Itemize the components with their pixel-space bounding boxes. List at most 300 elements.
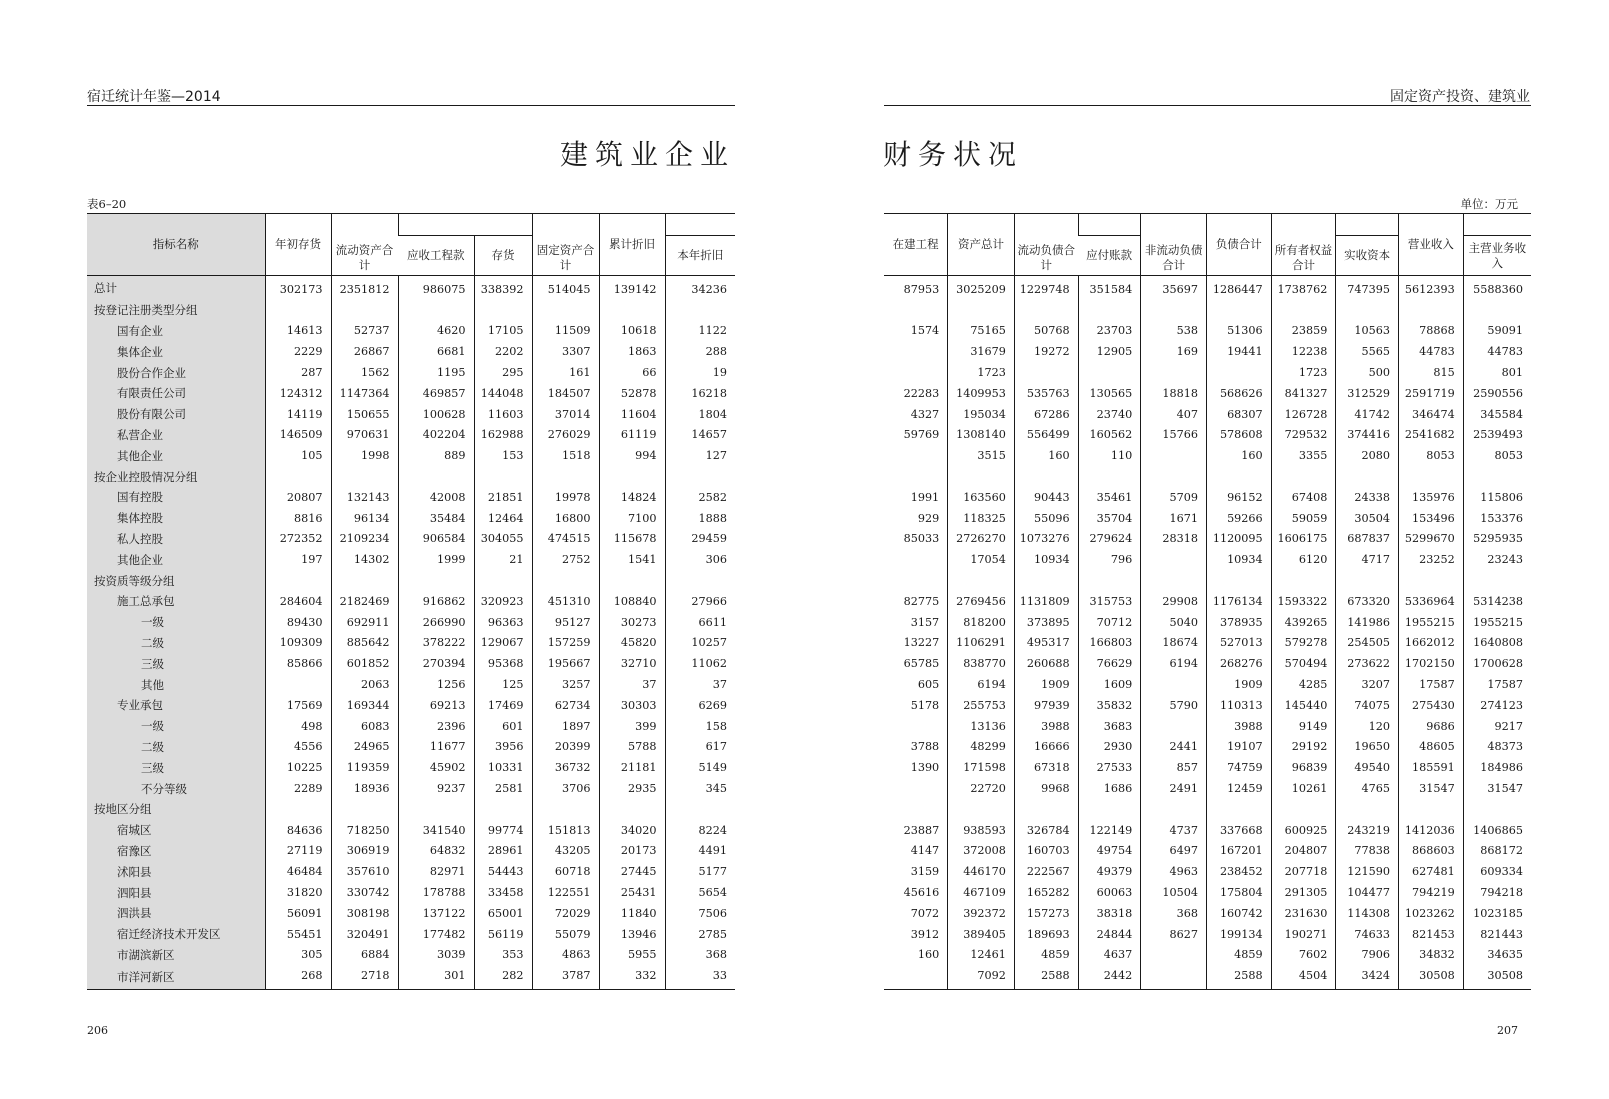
table-cell: 495317 bbox=[1014, 633, 1078, 654]
table-row bbox=[87, 549, 735, 570]
table-row bbox=[87, 778, 735, 799]
table-cell bbox=[1399, 799, 1464, 820]
row-label: 按登记注册类型分组 bbox=[87, 300, 265, 321]
col-header-owners-equity: 所有者权益合计 bbox=[1271, 214, 1336, 276]
table-cell: 11677 bbox=[398, 737, 474, 758]
table-row bbox=[87, 841, 735, 862]
table-row bbox=[884, 945, 1531, 966]
table-row bbox=[87, 945, 735, 966]
table-cell: 33 bbox=[665, 965, 735, 989]
table-cell: 801 bbox=[1463, 362, 1531, 383]
table-cell: 28961 bbox=[474, 841, 532, 862]
table-cell: 446170 bbox=[948, 861, 1015, 882]
table-cell: 274123 bbox=[1463, 695, 1531, 716]
page-number-left: 206 bbox=[87, 1024, 108, 1037]
table-cell: 65785 bbox=[903, 657, 940, 671]
table-cell: 538 bbox=[1141, 321, 1207, 342]
table-cell: 2581 bbox=[474, 778, 532, 799]
table-cell: 5790 bbox=[1141, 695, 1207, 716]
table-row bbox=[884, 404, 1531, 425]
table-cell: 30273 bbox=[599, 612, 665, 633]
table-row bbox=[884, 300, 1531, 321]
table-cell: 14657 bbox=[665, 425, 735, 446]
table-cell bbox=[884, 778, 948, 799]
table-cell bbox=[1463, 300, 1531, 321]
table-cell bbox=[1141, 300, 1207, 321]
table-cell bbox=[884, 362, 948, 383]
table-cell: 7100 bbox=[599, 508, 665, 529]
table-cell: 8053 bbox=[1399, 445, 1464, 466]
table-cell: 1955215 bbox=[1463, 612, 1531, 633]
row-label: 二级 bbox=[87, 737, 265, 758]
row-label: 宿豫区 bbox=[87, 841, 265, 862]
table-cell: 7906 bbox=[1336, 945, 1399, 966]
table-cell: 273622 bbox=[1336, 653, 1399, 674]
table-cell: 374416 bbox=[1336, 425, 1399, 446]
table-cell: 3355 bbox=[1271, 445, 1336, 466]
table-cell: 9149 bbox=[1271, 716, 1336, 737]
table-cell: 1390 bbox=[910, 761, 940, 775]
table-cell: 1702150 bbox=[1399, 653, 1464, 674]
table-cell bbox=[948, 799, 1015, 820]
row-label: 市洋河新区 bbox=[87, 965, 265, 989]
table-row bbox=[87, 341, 735, 362]
table-cell: 1998 bbox=[331, 445, 398, 466]
table-cell bbox=[532, 799, 599, 820]
table-row bbox=[884, 861, 1531, 882]
table-row bbox=[87, 487, 735, 508]
table-cell: 288 bbox=[665, 341, 735, 362]
table-cell: 351584 bbox=[1078, 276, 1141, 300]
table-cell: 601 bbox=[474, 716, 532, 737]
col-header-accumulated-depreciation: 累计折旧 bbox=[599, 214, 665, 276]
table-cell: 100628 bbox=[398, 404, 474, 425]
table-row bbox=[884, 903, 1531, 924]
table-cell: 368 bbox=[1141, 903, 1207, 924]
table-cell: 37 bbox=[665, 674, 735, 695]
table-cell bbox=[474, 570, 532, 591]
table-cell: 838770 bbox=[948, 653, 1015, 674]
table-cell: 166803 bbox=[1078, 633, 1141, 654]
table-cell bbox=[1271, 466, 1336, 487]
table-cell: 794218 bbox=[1463, 882, 1531, 903]
row-label: 泗阳县 bbox=[87, 882, 265, 903]
row-label: 国有控股 bbox=[87, 487, 265, 508]
table-cell: 177482 bbox=[398, 924, 474, 945]
table-cell: 90443 bbox=[1014, 487, 1078, 508]
table-cell bbox=[1336, 300, 1399, 321]
table-cell bbox=[599, 570, 665, 591]
table-cell: 11840 bbox=[599, 903, 665, 924]
table-cell: 67286 bbox=[1014, 404, 1078, 425]
table-cell bbox=[474, 300, 532, 321]
table-cell: 2182469 bbox=[331, 591, 398, 612]
table-cell: 6269 bbox=[665, 695, 735, 716]
table-cell: 330742 bbox=[331, 882, 398, 903]
row-label: 宿迁经济技术开发区 bbox=[87, 924, 265, 945]
table-cell: 10331 bbox=[474, 757, 532, 778]
table-cell bbox=[331, 466, 398, 487]
table-cell: 5314238 bbox=[1463, 591, 1531, 612]
table-cell: 1023262 bbox=[1399, 903, 1464, 924]
table-cell: 23252 bbox=[1399, 549, 1464, 570]
table-row bbox=[884, 757, 1531, 778]
table-cell: 5149 bbox=[665, 757, 735, 778]
table-cell bbox=[1336, 466, 1399, 487]
table-cell: 345584 bbox=[1463, 404, 1531, 425]
table-cell: 1686 bbox=[1078, 778, 1141, 799]
table-cell: 868172 bbox=[1463, 841, 1531, 862]
table-cell: 35461 bbox=[1078, 487, 1141, 508]
table-cell: 5040 bbox=[1141, 612, 1207, 633]
table-cell: 4765 bbox=[1336, 778, 1399, 799]
table-cell: 64832 bbox=[398, 841, 474, 862]
table-cell bbox=[1271, 300, 1336, 321]
table-row bbox=[87, 591, 735, 612]
table-row bbox=[884, 633, 1531, 654]
table-cell: 110313 bbox=[1206, 695, 1271, 716]
table-cell: 167201 bbox=[1206, 841, 1271, 862]
table-cell: 1700628 bbox=[1463, 653, 1531, 674]
table-cell: 1991 bbox=[910, 490, 940, 504]
table-row bbox=[87, 362, 735, 383]
table-cell: 4859 bbox=[1206, 945, 1271, 966]
table-cell: 27119 bbox=[265, 841, 331, 862]
table-cell bbox=[1399, 570, 1464, 591]
table-cell: 2396 bbox=[398, 716, 474, 737]
table-row bbox=[884, 778, 1531, 799]
table-cell: 125 bbox=[474, 674, 532, 695]
table-cell: 8816 bbox=[265, 508, 331, 529]
table-cell: 601852 bbox=[331, 653, 398, 674]
table-cell: 135976 bbox=[1399, 487, 1464, 508]
table-cell bbox=[1014, 570, 1078, 591]
table-cell: 115678 bbox=[599, 529, 665, 550]
table-cell: 30303 bbox=[599, 695, 665, 716]
table-cell: 16666 bbox=[1014, 737, 1078, 758]
table-cell: 22283 bbox=[903, 386, 940, 400]
table-cell: 282 bbox=[474, 965, 532, 989]
table-cell: 121590 bbox=[1336, 861, 1399, 882]
table-cell bbox=[1014, 300, 1078, 321]
table-cell: 5295935 bbox=[1463, 529, 1531, 550]
table-cell: 535763 bbox=[1014, 383, 1078, 404]
table-cell: 49379 bbox=[1078, 861, 1141, 882]
table-cell: 24965 bbox=[331, 737, 398, 758]
table-cell bbox=[1206, 799, 1271, 820]
table-cell: 315753 bbox=[1078, 591, 1141, 612]
table-cell bbox=[1141, 549, 1207, 570]
table-cell: 195034 bbox=[948, 404, 1015, 425]
finance-table-right bbox=[884, 213, 1531, 990]
table-cell: 38318 bbox=[1078, 903, 1141, 924]
table-cell: 50768 bbox=[1014, 321, 1078, 342]
table-cell: 141986 bbox=[1336, 612, 1399, 633]
row-label: 其他企业 bbox=[87, 549, 265, 570]
table-cell: 29908 bbox=[1141, 591, 1207, 612]
table-row bbox=[87, 861, 735, 882]
table-cell: 10934 bbox=[1014, 549, 1078, 570]
table-cell: 718250 bbox=[331, 820, 398, 841]
table-cell: 96363 bbox=[474, 612, 532, 633]
table-cell: 77838 bbox=[1336, 841, 1399, 862]
table-cell: 796 bbox=[1078, 549, 1141, 570]
table-cell: 1131809 bbox=[1014, 591, 1078, 612]
table-cell: 41742 bbox=[1336, 404, 1399, 425]
table-cell: 49754 bbox=[1078, 841, 1141, 862]
table-cell bbox=[1206, 466, 1271, 487]
table-cell: 127 bbox=[665, 445, 735, 466]
table-cell bbox=[948, 570, 1015, 591]
table-cell: 16218 bbox=[665, 383, 735, 404]
table-cell bbox=[884, 445, 948, 466]
table-row bbox=[884, 882, 1531, 903]
table-cell: 21851 bbox=[474, 487, 532, 508]
table-cell: 30504 bbox=[1336, 508, 1399, 529]
table-cell: 157273 bbox=[1014, 903, 1078, 924]
table-cell: 1671 bbox=[1141, 508, 1207, 529]
table-cell: 2080 bbox=[1336, 445, 1399, 466]
table-cell: 44783 bbox=[1399, 341, 1464, 362]
table-cell: 304055 bbox=[474, 529, 532, 550]
table-cell: 96134 bbox=[331, 508, 398, 529]
table-cell: 207718 bbox=[1271, 861, 1336, 882]
table-row bbox=[884, 737, 1531, 758]
table-cell: 67318 bbox=[1014, 757, 1078, 778]
table-cell: 23859 bbox=[1271, 321, 1336, 342]
table-cell: 341540 bbox=[398, 820, 474, 841]
table-cell bbox=[1078, 300, 1141, 321]
table-cell: 6194 bbox=[1141, 653, 1207, 674]
table-cell: 75165 bbox=[948, 321, 1015, 342]
row-label: 有限责任公司 bbox=[87, 383, 265, 404]
table-cell: 687837 bbox=[1336, 529, 1399, 550]
table-cell: 97939 bbox=[1014, 695, 1078, 716]
table-row bbox=[87, 882, 735, 903]
table-cell: 14613 bbox=[265, 321, 331, 342]
main-title-right: 财务状况 bbox=[883, 138, 1024, 171]
table-cell: 160 bbox=[917, 948, 940, 962]
table-cell: 1147364 bbox=[331, 383, 398, 404]
table-cell: 818200 bbox=[948, 612, 1015, 633]
table-cell: 96839 bbox=[1271, 757, 1336, 778]
table-cell: 59059 bbox=[1271, 508, 1336, 529]
table-cell: 60718 bbox=[532, 861, 599, 882]
table-cell bbox=[532, 466, 599, 487]
table-row bbox=[87, 674, 735, 695]
table-cell: 402204 bbox=[398, 425, 474, 446]
table-cell: 326784 bbox=[1014, 820, 1078, 841]
table-cell: 1308140 bbox=[948, 425, 1015, 446]
table-cell: 301 bbox=[398, 965, 474, 989]
table-cell: 27966 bbox=[665, 591, 735, 612]
table-cell: 389405 bbox=[948, 924, 1015, 945]
col-header-receivables: 应收工程款 bbox=[407, 248, 465, 262]
table-row bbox=[87, 757, 735, 778]
table-cell: 1176134 bbox=[1206, 591, 1271, 612]
table-cell: 95127 bbox=[532, 612, 599, 633]
table-cell: 5336964 bbox=[1399, 591, 1464, 612]
table-cell bbox=[1078, 799, 1141, 820]
table-cell: 857 bbox=[1141, 757, 1207, 778]
table-cell: 556499 bbox=[1014, 425, 1078, 446]
table-row bbox=[884, 529, 1531, 550]
table-cell: 469857 bbox=[398, 383, 474, 404]
table-cell: 105 bbox=[265, 445, 331, 466]
table-cell: 222567 bbox=[1014, 861, 1078, 882]
table-cell: 29192 bbox=[1271, 737, 1336, 758]
row-label: 按资质等级分组 bbox=[87, 570, 265, 591]
table-cell: 11604 bbox=[599, 404, 665, 425]
table-cell: 99774 bbox=[474, 820, 532, 841]
table-cell: 1640808 bbox=[1463, 633, 1531, 654]
table-cell bbox=[1206, 300, 1271, 321]
table-row bbox=[884, 591, 1531, 612]
table-cell: 10261 bbox=[1271, 778, 1336, 799]
row-label: 股份有限公司 bbox=[87, 404, 265, 425]
table-cell bbox=[884, 466, 948, 487]
table-cell: 74759 bbox=[1206, 757, 1271, 778]
table-cell: 353 bbox=[474, 945, 532, 966]
table-cell: 2591719 bbox=[1399, 383, 1464, 404]
table-cell: 3515 bbox=[948, 445, 1015, 466]
table-cell bbox=[532, 300, 599, 321]
table-cell: 67408 bbox=[1271, 487, 1336, 508]
table-cell bbox=[331, 570, 398, 591]
table-cell: 51306 bbox=[1206, 321, 1271, 342]
table-cell: 4327 bbox=[910, 407, 940, 421]
table-row bbox=[884, 570, 1531, 591]
table-cell: 4737 bbox=[1141, 820, 1207, 841]
table-cell: 243219 bbox=[1336, 820, 1399, 841]
col-header-opening-inventory: 年初存货 bbox=[265, 214, 331, 276]
table-cell: 108840 bbox=[599, 591, 665, 612]
table-cell bbox=[1206, 362, 1271, 383]
table-cell: 7092 bbox=[948, 965, 1015, 989]
row-label: 总计 bbox=[87, 276, 265, 300]
table-cell: 5565 bbox=[1336, 341, 1399, 362]
table-cell: 184986 bbox=[1463, 757, 1531, 778]
table-cell: 13136 bbox=[948, 716, 1015, 737]
table-cell: 5955 bbox=[599, 945, 665, 966]
table-cell: 276029 bbox=[532, 425, 599, 446]
table-cell: 56091 bbox=[265, 903, 331, 924]
table-cell: 70712 bbox=[1078, 612, 1141, 633]
table-cell: 500 bbox=[1336, 362, 1399, 383]
table-cell: 692911 bbox=[331, 612, 398, 633]
table-cell bbox=[398, 466, 474, 487]
table-cell bbox=[1141, 570, 1207, 591]
table-cell bbox=[1271, 570, 1336, 591]
table-row bbox=[884, 695, 1531, 716]
table-cell: 62734 bbox=[532, 695, 599, 716]
table-cell: 82775 bbox=[903, 594, 940, 608]
table-cell: 118325 bbox=[948, 508, 1015, 529]
table-cell bbox=[665, 570, 735, 591]
table-cell: 9968 bbox=[1014, 778, 1078, 799]
table-cell bbox=[474, 799, 532, 820]
table-cell bbox=[1399, 466, 1464, 487]
table-cell: 18674 bbox=[1141, 633, 1207, 654]
table-cell: 55096 bbox=[1014, 508, 1078, 529]
table-cell bbox=[1141, 674, 1207, 695]
table-cell: 66 bbox=[599, 362, 665, 383]
table-cell: 268 bbox=[265, 965, 331, 989]
table-cell bbox=[398, 570, 474, 591]
table-cell: 122551 bbox=[532, 882, 599, 903]
table-cell: 1406865 bbox=[1463, 820, 1531, 841]
table-cell: 970631 bbox=[331, 425, 398, 446]
table-cell bbox=[599, 466, 665, 487]
table-cell: 320923 bbox=[474, 591, 532, 612]
table-row bbox=[884, 445, 1531, 466]
table-cell: 986075 bbox=[398, 276, 474, 300]
table-cell: 34635 bbox=[1463, 945, 1531, 966]
table-cell: 2785 bbox=[665, 924, 735, 945]
table-cell: 122149 bbox=[1078, 820, 1141, 841]
table-cell: 6194 bbox=[948, 674, 1015, 695]
table-cell: 3706 bbox=[532, 778, 599, 799]
col-header-current-assets: 流动资产合计 bbox=[331, 214, 398, 276]
table-cell: 124312 bbox=[265, 383, 331, 404]
table-cell: 2588 bbox=[1014, 965, 1078, 989]
table-cell: 31547 bbox=[1463, 778, 1531, 799]
table-cell: 169 bbox=[1141, 341, 1207, 362]
table-cell: 609334 bbox=[1463, 861, 1531, 882]
table-cell: 5178 bbox=[910, 698, 940, 712]
table-cell: 8053 bbox=[1463, 445, 1531, 466]
table-cell: 889 bbox=[398, 445, 474, 466]
table-cell bbox=[331, 300, 398, 321]
table-cell: 1897 bbox=[532, 716, 599, 737]
table-cell: 34020 bbox=[599, 820, 665, 841]
table-cell: 20399 bbox=[532, 737, 599, 758]
table-cell: 617 bbox=[665, 737, 735, 758]
table-cell bbox=[1141, 445, 1207, 466]
row-label: 不分等级 bbox=[87, 778, 265, 799]
table-cell: 59266 bbox=[1206, 508, 1271, 529]
table-cell: 578608 bbox=[1206, 425, 1271, 446]
table-cell: 23887 bbox=[903, 823, 940, 837]
table-cell: 279624 bbox=[1078, 529, 1141, 550]
table-cell: 938593 bbox=[948, 820, 1015, 841]
table-cell: 139142 bbox=[599, 276, 665, 300]
table-cell: 2109234 bbox=[331, 529, 398, 550]
table-cell: 85033 bbox=[903, 532, 940, 546]
table-row bbox=[87, 321, 735, 342]
table-cell: 3207 bbox=[1336, 674, 1399, 695]
table-cell: 74075 bbox=[1336, 695, 1399, 716]
table-cell: 20173 bbox=[599, 841, 665, 862]
table-cell: 36732 bbox=[532, 757, 599, 778]
table-cell: 54443 bbox=[474, 861, 532, 882]
table-cell: 14824 bbox=[599, 487, 665, 508]
table-cell: 153376 bbox=[1463, 508, 1531, 529]
table-cell: 160562 bbox=[1078, 425, 1141, 446]
table-cell: 19 bbox=[665, 362, 735, 383]
table-cell: 10618 bbox=[599, 321, 665, 342]
table-cell: 1723 bbox=[948, 362, 1015, 383]
table-cell: 169344 bbox=[331, 695, 398, 716]
table-cell: 46484 bbox=[265, 861, 331, 882]
table-cell: 345 bbox=[665, 778, 735, 799]
table-cell: 467109 bbox=[948, 882, 1015, 903]
table-cell: 320491 bbox=[331, 924, 398, 945]
table-cell: 868603 bbox=[1399, 841, 1464, 862]
table-cell: 35704 bbox=[1078, 508, 1141, 529]
table-cell: 28318 bbox=[1141, 529, 1207, 550]
table-cell: 126728 bbox=[1271, 404, 1336, 425]
